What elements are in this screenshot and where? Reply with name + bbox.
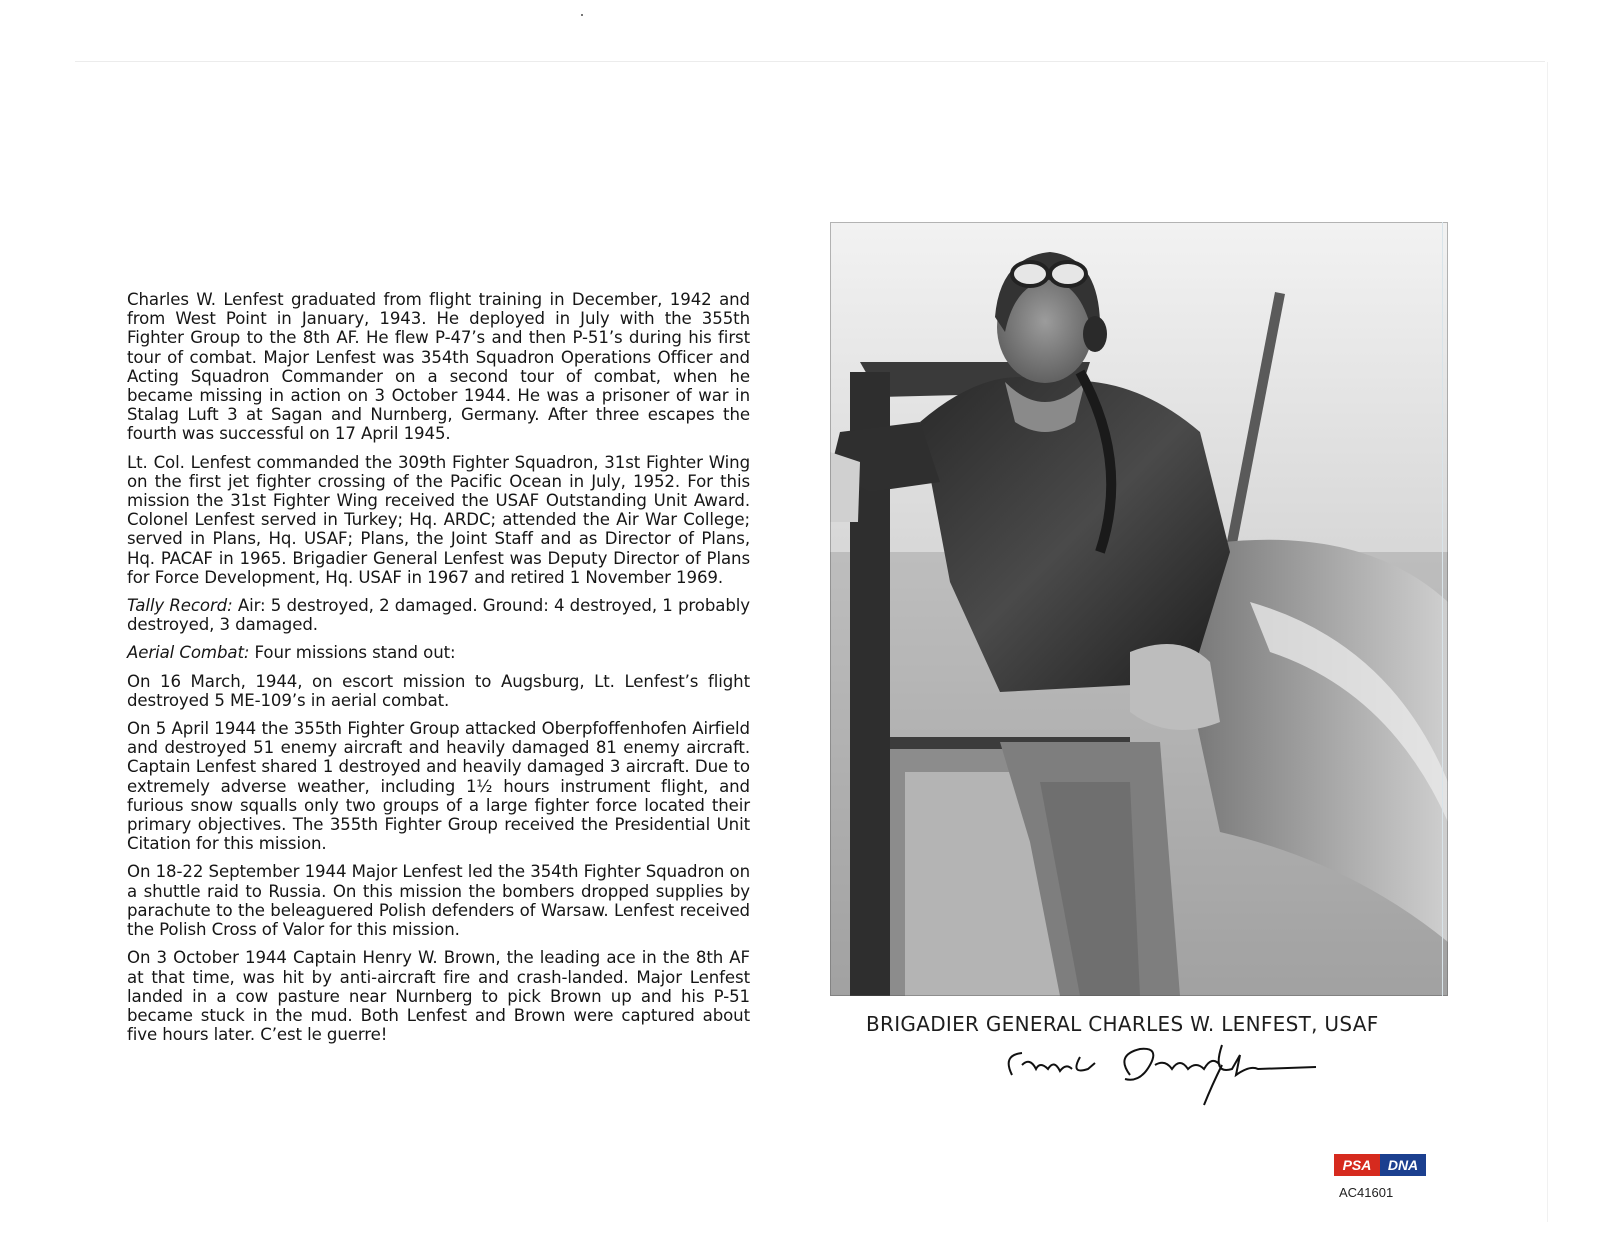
photo-edge-line — [1442, 222, 1443, 996]
bio-paragraph-career: Lt. Col. Lenfest commanded the 309th Fighter Squadron, 31st Fighter Wing on the first jet fighter crossing of the Pacific Ocean in July, 1952. For this mission the 31st Fighter Wing received the USAF Outstanding Unit Award. Colonel Lenfest served in Turkey; Hq. ARDC; attended the Air War College; served in Plans, Hq. USAF; Plans, the Joint Staff and as Director of Plans, Hq. PACAF in 1965. Brigadier General Lenfest was Deputy Director of Plans for Force Development, Hq. USAF in 1967 and retired 1 November 1969. — [127, 452, 750, 587]
bio-paragraph-russia: On 18-22 September 1944 Major Lenfest led the 354th Fighter Squadron on a shuttle raid to Russia. On this mission the bombers dropped supplies by parachute to the beleaguered Polish defenders of Warsaw. Lenfest received the Polish Cross of Valor for this mission. — [127, 862, 750, 940]
svg-text:PSA: PSA — [1342, 1157, 1372, 1173]
psa-dna-logo — [1334, 1154, 1426, 1176]
aerial-text: Four missions stand out: — [249, 643, 456, 663]
svg-text:DNA: DNA — [1387, 1157, 1419, 1173]
bio-paragraph-aerial — [127, 643, 750, 662]
aerial-label: Aerial Combat: — [127, 643, 250, 663]
bio-paragraph-augsburg: On 16 March, 1944, on escort mission to Augsburg, Lt. Lenfest’s flight destroyed 5 ME-109’s in aerial combat. — [127, 671, 750, 710]
bio-paragraph-oberpfaffenhofen: On 5 April 1944 the 355th Fighter Group attacked Oberpfoffenhofen Airfield and destroyed 51 enemy aircraft and heavily damaged 81 enemy aircraft. Captain Lenfest shared 1 destroyed and heavily damaged 3 aircraft. Due to extremely adverse weather, including 1½ hours instrument flight, and furious snow squalls only two groups of a large fighter force located their primary objectives. The 355th Fighter Group received the Presidential Unit Citation for this mission. — [127, 719, 750, 854]
portrait-photo — [830, 222, 1448, 996]
biography-text — [127, 290, 750, 1053]
right-border-line — [1547, 62, 1548, 1222]
photo-caption: BRIGADIER GENERAL CHARLES W. LENFEST, USAF — [866, 1012, 1379, 1036]
tally-label: Tally Record: — [127, 596, 233, 616]
autograph-signature — [1000, 1035, 1320, 1110]
tally-text: Air: 5 destroyed, 2 damaged. Ground: 4 destroyed, 1 probably destroyed, 3 damaged. — [127, 596, 750, 635]
pilot-photo-illustration — [830, 222, 1448, 996]
certification-number: AC41601 — [1339, 1185, 1394, 1200]
bio-paragraph-capture: On 3 October 1944 Captain Henry W. Brown, the leading ace in the 8th AF at that time, was hit by anti-aircraft fire and crash-landed. Major Lenfest landed in a cow pasture near Nurnberg to pick Brown up and his P-51 became stuck in the mud. Both Lenfest and Brown were captured about five hours later. C’est le guerre! — [127, 948, 750, 1045]
bio-paragraph-training: Charles W. Lenfest graduated from flight training in December, 1942 and from West Point in January, 1943. He deployed in July with the 355th Fighter Group to the 8th AF. He flew P-47’s and then P-51’s during his first tour of combat. Major Lenfest was 354th Squadron Operations Officer and Acting Squadron Commander on a second tour of combat, when he became missing in action on 3 October 1944. He was a prisoner of war in Stalag Luft 3 at Sagan and Nurnberg, Germany. After three escapes the fourth was successful on 17 April 1945. — [127, 290, 750, 444]
top-border-line — [75, 61, 1545, 62]
bio-paragraph-tally — [127, 596, 750, 634]
paper-speck — [581, 14, 583, 16]
